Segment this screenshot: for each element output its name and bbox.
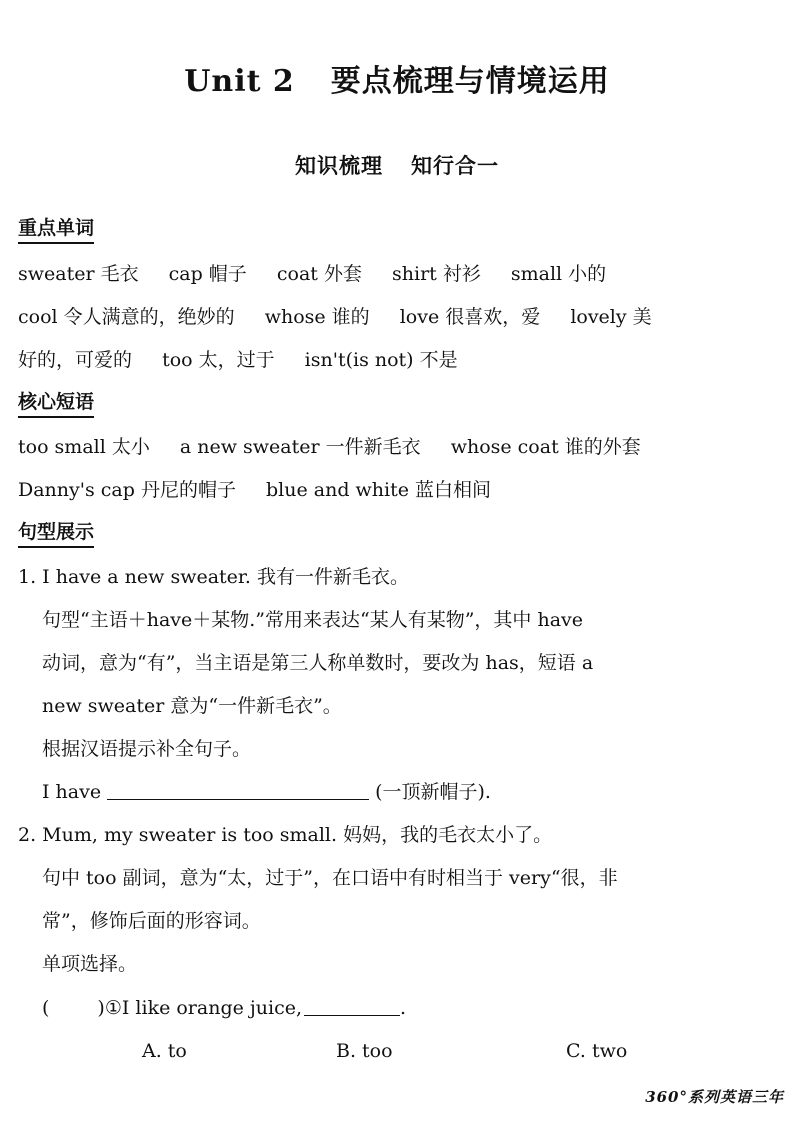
word-item: coat 外套 [276,263,362,285]
word-item: 好的，可爱的 [18,349,133,371]
phrases-line-1 [18,433,641,461]
phrase-item: a new sweater 一件新毛衣 [179,436,421,458]
option-b[interactable]: B. too [336,1040,393,1062]
subtitle-part2: 知行合一 [411,153,499,178]
word-item: shirt 衬衫 [392,263,481,285]
choice-question [42,994,406,1022]
phrase-item: Danny's cap 丹尼的帽子 [18,479,236,501]
option-c[interactable]: C. two [566,1040,628,1062]
word-item: whose 谁的 [264,306,370,328]
word-item: cap 帽子 [168,263,247,285]
question-text: ①I like orange juice, [104,997,303,1019]
phrases-line-2 [18,476,491,504]
explain-1-line-1: 句型“主语＋have＋某物.”常用来表达“某人有某物”，其中 have [42,609,584,631]
task-1-instruction: 根据汉语提示补全句子。 [42,738,252,760]
phrase-item: whose coat 谁的外套 [450,436,641,458]
section-subtitle [0,150,794,180]
explain-2-line-2: 常”，修饰后面的形容词。 [42,910,261,932]
question-end: . [400,997,407,1019]
explain-1-line-2: 动词，意为“有”，当主语是第三人称单数时，要改为 has，短语 a [42,652,594,674]
explain-1-line-3: new sweater 意为“一件新毛衣”。 [42,695,342,717]
phrase-item: blue and white 蓝白相间 [266,479,492,501]
words-line-2 [18,303,652,331]
sentence-1: 1. I have a new sweater. 我有一件新毛衣。 [18,566,409,588]
fill-suffix: (一顶新帽子). [375,781,491,803]
heading-sentence-patterns: 句型展示 [18,520,94,548]
word-item: lovely 美 [570,306,652,328]
word-item: small 小的 [510,263,607,285]
task-2-instruction: 单项选择。 [42,953,138,975]
answer-paren-close: ) [97,997,105,1019]
page-title [0,56,794,100]
words-line-3 [18,346,458,374]
word-item: isn't(is not) 不是 [304,349,458,371]
footer-series: 360°系列英语三年 [645,1088,784,1106]
word-item: sweater 毛衣 [18,263,139,285]
phrase-item: too small 太小 [18,436,150,458]
answer-blank[interactable] [107,781,369,800]
words-line-1 [18,260,606,288]
subtitle-part1: 知识梳理 [295,153,383,178]
word-item: love 很喜欢，爱 [399,306,541,328]
title-text: 要点梳理与情境运用 [330,64,610,99]
unit-label: Unit 2 [184,64,295,99]
word-item: cool 令人满意的，绝妙的 [18,306,235,328]
explain-2-line-1: 句中 too 副词，意为“太，过于”，在口语中有时相当于 very“很，非 [42,867,618,889]
question-blank[interactable] [304,997,400,1016]
answer-paren-open: ( [42,997,50,1019]
word-item: too 太，过于 [162,349,275,371]
heading-key-words: 重点单词 [18,216,94,244]
option-a[interactable]: A. to [142,1040,187,1062]
fill-prefix: I have [42,781,102,803]
heading-core-phrases: 核心短语 [18,390,94,418]
sentence-2: 2. Mum, my sweater is too small. 妈妈，我的毛衣太小了。 [18,824,553,846]
fill-blank-line [42,778,491,806]
